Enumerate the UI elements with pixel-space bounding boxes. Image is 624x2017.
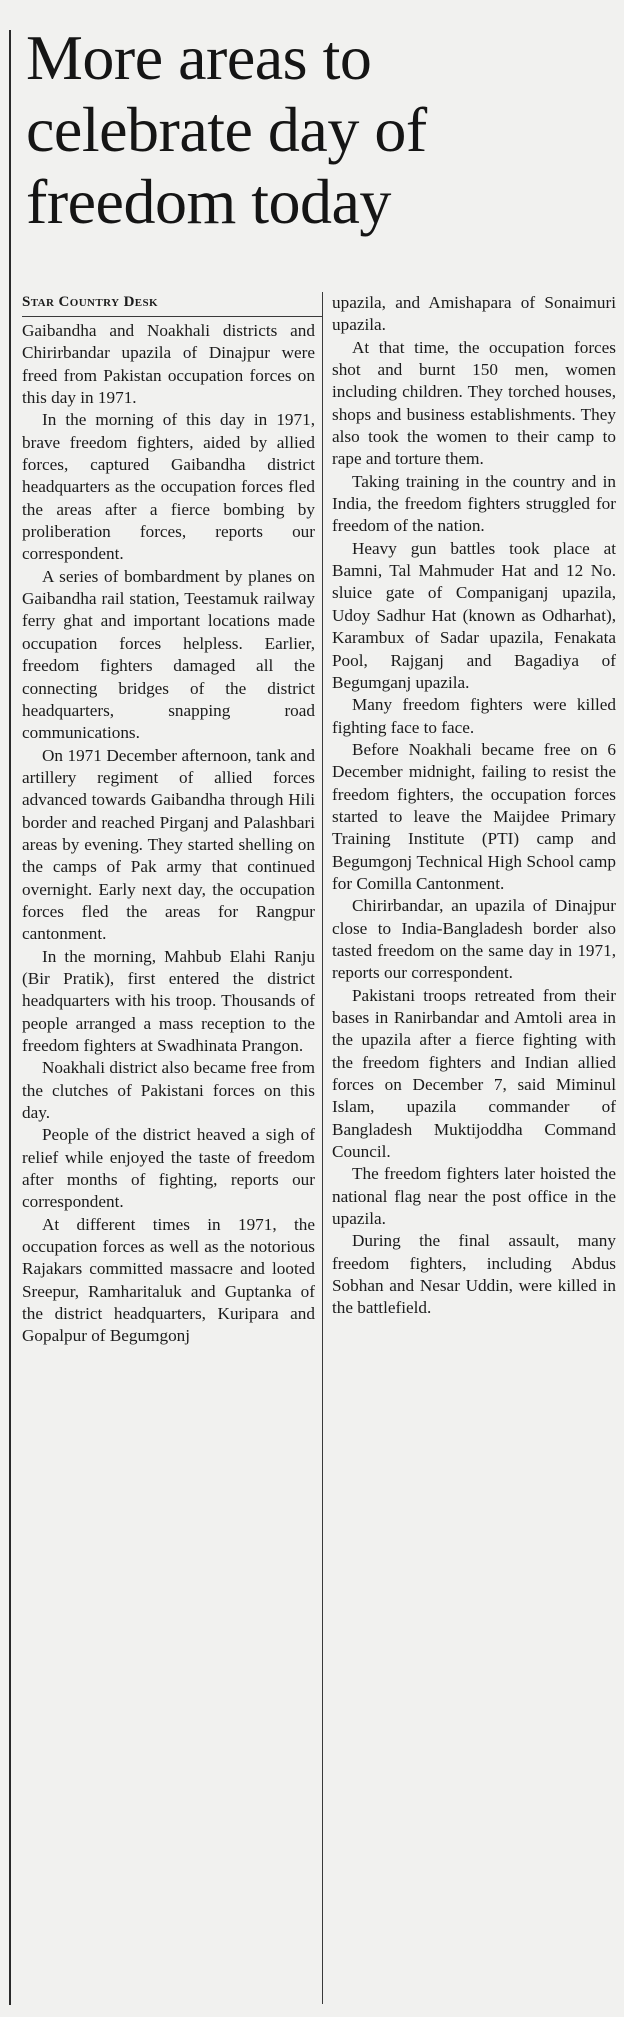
paragraph: Noakhali district also became free from the clutches of Pakistani forces on this day. xyxy=(22,1058,315,1123)
paragraph: At different times in 1971, the occupation forces as well as the notorious Rajakars committed massacre and looted Sreepur, Ramharitaluk and Guptanka of the district headquarters, Kuripara and Gopalpur of Begumgonj xyxy=(22,1214,315,1346)
paragraph: Heavy gun battles took place at Bamni, Tal Mahmuder Hat and 12 No. sluice gate of Companiganj upazila, Udoy Sadhur Hat (known as Odharhat), Karambux of Sadar upazila, Fenakata Pool, Rajganj and Bagadiya of Begumganj upazila. xyxy=(332,538,616,692)
paragraph: In the morning, Mahbub Elahi Ranju (Bir Pratik), first entered the district headquarters with his troop. Thousands of people arranged a mass reception to the freedom fighters at Swadhinata Prangon. xyxy=(22,946,315,1055)
paragraph: Before Noakhali became free on 6 December midnight, failing to resist the freedom fighters, the occupation forces started to leave the Maijdee Primary Training Institute (PTI) camp and Begumgonj Technical High School camp for Comilla Cantonment. xyxy=(332,739,616,893)
right-column xyxy=(332,292,616,1320)
column-divider xyxy=(322,292,323,2004)
paragraph: Taking training in the country and in India, the freedom fighters struggled for freedom of the nation. xyxy=(332,471,616,536)
paragraph: Pakistani troops retreated from their bases in Ranirbandar and Amtoli area in the upazila after a fierce fighting with the freedom fighters and Indian allied forces on December 7, said Miminul Islam, upazila commander of Bangladesh Muktijoddha Command Council. xyxy=(332,985,616,1162)
paragraph: The freedom fighters later hoisted the national flag near the post office in the upazila. xyxy=(332,1164,616,1229)
paragraph: A series of bombardment by planes on Gaibandha rail station, Teestamuk railway ferry ghat and important locations made occupation forces helpless. Earlier, freedom fighters damaged all the connecting bridges of the district headquarters, snapping road communications. xyxy=(22,566,315,743)
paragraph: Chirirbandar, an upazila of Dinajpur close to India-Bangladesh border also tasted freedom on the same day in 1971, reports our correspondent. xyxy=(332,896,616,983)
paragraph: upazila, and Amishapara of Sonaimuri upazila. xyxy=(332,293,616,335)
paragraph: Many freedom fighters were killed fighting face to face. xyxy=(332,695,616,737)
article-headline xyxy=(26,22,616,238)
paragraph: In the morning of this day in 1971, brave freedom fighters, aided by allied forces, captured Gaibandha district headquarters as the occupation forces fled the areas after a fierce bombing by proliberation forces, reports our correspondent. xyxy=(22,410,315,564)
headline-line: freedom today xyxy=(26,166,391,237)
headline-line: celebrate day of xyxy=(26,94,427,165)
paragraph: At that time, the occupation forces shot and burnt 150 men, women including children. They torched houses, shops and business establishments. They also took the women to their camp to rape and torture them. xyxy=(332,337,616,469)
paragraph: On 1971 December afternoon, tank and artillery regiment of allied forces advanced towards Gaibandha through Hili border and reached Pirganj and Palashbari areas by evening. They started shelling on the camps of Pak army that continued overnight. Early next day, the occupation forces fled the areas for Rangpur cantonment. xyxy=(22,745,315,944)
byline: Star Country Desk xyxy=(22,294,159,310)
paragraph: People of the district heaved a sigh of relief while enjoyed the taste of freedom after months of fighting, reports our correspondent. xyxy=(22,1125,315,1212)
paragraph: During the final assault, many freedom fighters, including Abdus Sobhan and Nesar Uddin, were killed in the battlefield. xyxy=(332,1231,616,1318)
left-border-rule xyxy=(9,30,11,2005)
headline-line: More areas to xyxy=(26,22,372,93)
byline-rule xyxy=(22,316,322,317)
left-column xyxy=(22,320,315,1348)
paragraph: Gaibandha and Noakhali districts and Chirirbandar upazila of Dinajpur were freed from Pakistan occupation forces on this day in 1971. xyxy=(22,321,315,408)
